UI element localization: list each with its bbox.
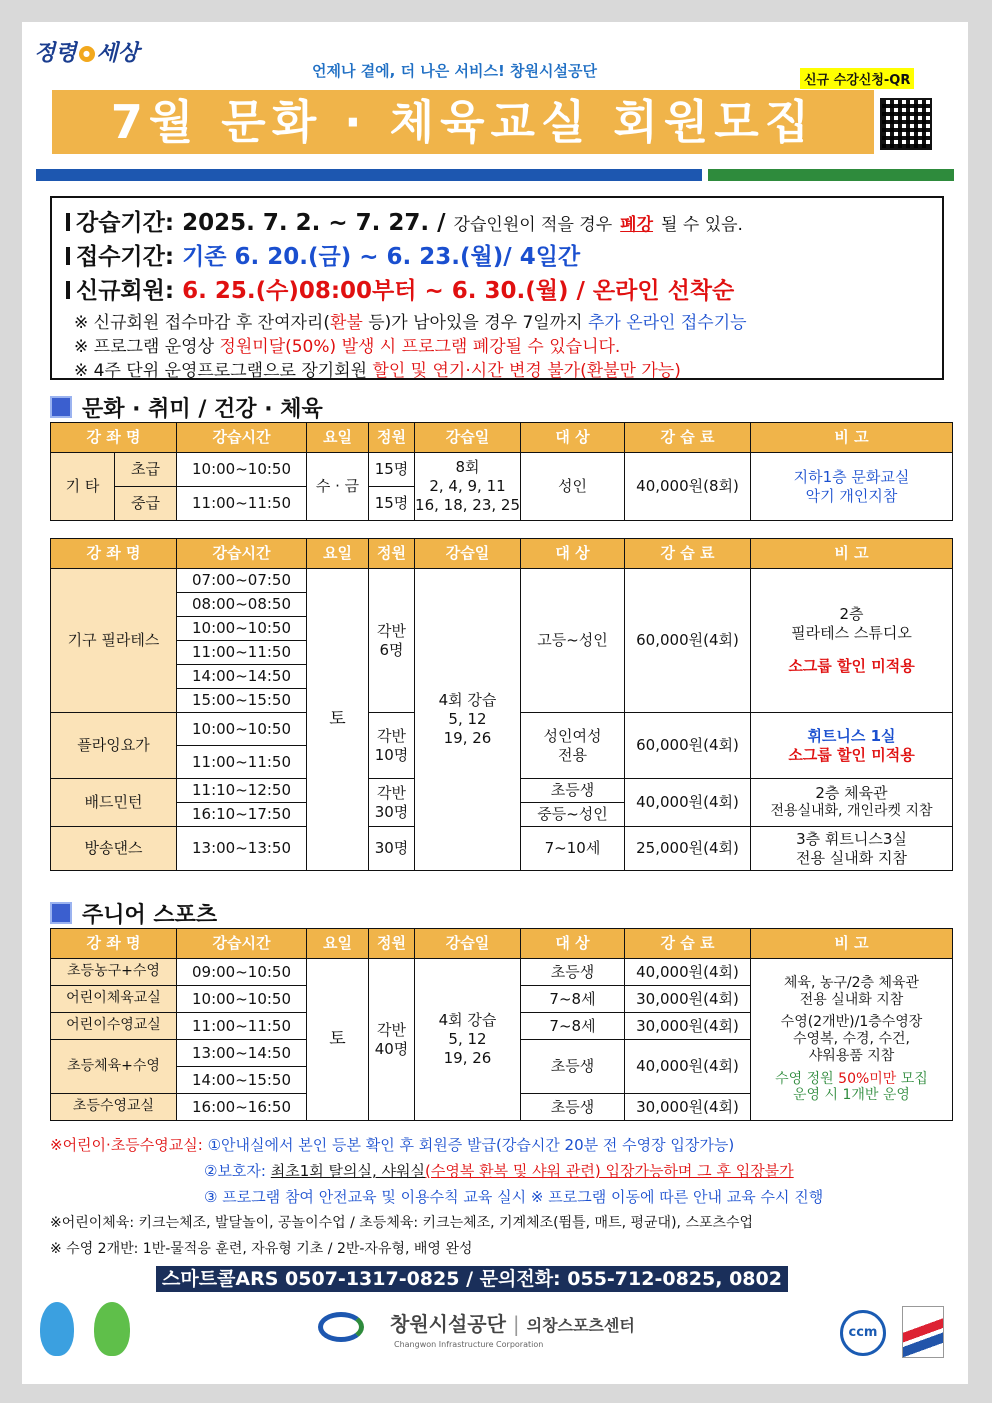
footnote-text: 최초1회 탈의실, 샤워실 [270, 1162, 426, 1180]
dates-line: 5, 12 [448, 710, 487, 729]
class-day: 토 [307, 569, 369, 871]
capacity-line: 각반 [377, 621, 406, 640]
capacity-line: 각반 [377, 1020, 406, 1039]
dates-line: 5, 12 [448, 1030, 487, 1049]
course-name: 방송댄스 [51, 827, 177, 871]
note-1 [74, 308, 747, 333]
remark-line: 휘트니스 1실 [807, 726, 896, 745]
note-text: ※ 프로그램 운영상 [74, 337, 215, 357]
target: 초등생 [521, 1094, 625, 1121]
org-branch: 의창스포츠센터 [526, 1316, 635, 1335]
note-text: ※ 신규회원 접수마감 후 잔여자리( [74, 313, 330, 333]
table-fitness [50, 538, 953, 871]
col-header: 대 상 [521, 539, 625, 569]
course-level: 초급 [115, 453, 177, 487]
col-header: 강습일 [415, 539, 521, 569]
qr-code-icon[interactable] [880, 98, 932, 150]
footnote-text: ②보호자: [204, 1162, 266, 1180]
class-day: 수 · 금 [307, 453, 369, 521]
footnote-text: ①안내실에서 본인 등본 확인 후 회원증 발급(강습시간 20분 전 수영장 입장가능) [207, 1136, 735, 1154]
class-dates [415, 453, 521, 521]
section-square-icon [50, 902, 72, 924]
target: 성인 [521, 453, 625, 521]
col-header: 강습일 [415, 423, 521, 453]
target: 초등생 [521, 779, 625, 803]
capacity [369, 569, 415, 713]
course-name: 초등농구+수영 [51, 959, 177, 986]
class-time: 10:00~10:50 [177, 986, 307, 1013]
info-box [50, 196, 944, 380]
course-category: 기 타 [51, 453, 115, 521]
class-time: 07:00~07:50 [177, 569, 307, 593]
qr-label: 신규 수강신청-QR [800, 68, 914, 89]
class-time: 14:00~14:50 [177, 665, 307, 689]
col-header: 대 상 [521, 423, 625, 453]
remark [751, 959, 953, 1121]
fee: 25,000원(4회) [625, 827, 751, 871]
course-level: 중급 [115, 487, 177, 521]
fee: 60,000원(4회) [625, 569, 751, 713]
class-time: 09:00~10:50 [177, 959, 307, 986]
target: 7~8세 [521, 1013, 625, 1040]
class-time: 11:00~11:50 [177, 1013, 307, 1040]
table-row [51, 453, 953, 487]
remark-line: 2층 체육관 [815, 784, 888, 803]
divider-blue [36, 169, 702, 181]
logo-text: 정령 [34, 41, 77, 66]
table-row [51, 569, 953, 593]
table-header-row [51, 539, 953, 569]
period-note: 강습인원이 적을 경우 [453, 215, 613, 235]
fee: 40,000원(4회) [625, 1040, 751, 1094]
note-3 [74, 356, 681, 381]
new-member-line [66, 272, 734, 305]
remark [751, 779, 953, 827]
col-header: 요일 [307, 423, 369, 453]
section-title-junior [50, 898, 217, 929]
capacity-line: 40명 [374, 1039, 409, 1058]
remark-line: 2층 [839, 605, 864, 624]
remark-line: 소그룹 할인 미적용 [788, 656, 915, 675]
target: 고등~성인 [521, 569, 625, 713]
remark-line: 수영(2개반)/1층수영장 [780, 1014, 923, 1031]
class-time: 16:00~16:50 [177, 1094, 307, 1121]
remark-text: 모집 [900, 1070, 928, 1087]
class-time: 11:00~11:50 [177, 746, 307, 779]
remark-line: 전용실내화, 개인라켓 지참 [770, 803, 933, 820]
note-text: 정원미달(50%) 발생 시 프로그램 폐강될 수 있습니다. [219, 337, 621, 357]
col-header: 강습시간 [177, 423, 307, 453]
remark-line: 소그룹 할인 미적용 [788, 745, 915, 764]
target: 7~8세 [521, 986, 625, 1013]
remark-line: 수영복, 수경, 수건, [793, 1031, 910, 1048]
class-time: 10:00~10:50 [177, 617, 307, 641]
reception-line [66, 238, 580, 271]
remark [751, 569, 953, 713]
target: 중등~성인 [521, 803, 625, 827]
course-name: 기구 필라테스 [51, 569, 177, 713]
capacity [369, 959, 415, 1121]
bullet-bar-icon [66, 247, 70, 265]
class-time: 11:00~11:50 [177, 487, 307, 521]
dates-line: 8회 [455, 458, 480, 477]
class-time: 11:00~11:50 [177, 641, 307, 665]
period-line [66, 204, 743, 237]
bullet-bar-icon [66, 281, 70, 299]
mascot-blue-icon [40, 1302, 74, 1356]
note-text: 할인 및 연기·시간 변경 불가(환불만 가능) [372, 361, 681, 381]
target-line: 전용 [558, 745, 587, 764]
note-text: ※ 4주 단위 운영프로그램으로 장기회원 [74, 361, 368, 381]
remark-line: 3층 휘트니스3실 [796, 829, 907, 848]
divider-green [708, 169, 954, 181]
poster [22, 22, 968, 1384]
remark-line: 전용 실내화 지참 [796, 848, 907, 867]
note-text: 추가 온라인 접수기능 [587, 313, 747, 333]
col-header: 비 고 [751, 929, 953, 959]
col-header: 정원 [369, 929, 415, 959]
class-time: 10:00~10:50 [177, 713, 307, 746]
dates-line: 4회 강습 [438, 1011, 497, 1030]
table-junior [50, 928, 953, 1121]
capacity [369, 713, 415, 779]
capacity-line: 30명 [374, 802, 409, 821]
remark-line: 샤워용품 지참 [808, 1047, 895, 1064]
table-header-row [51, 929, 953, 959]
table-header-row [51, 423, 953, 453]
class-time: 11:10~12:50 [177, 779, 307, 803]
section-square-icon [50, 396, 72, 418]
section-label: 주니어 스포츠 [82, 903, 218, 928]
note-text: 등)가 남아있을 경우 7일까지 [368, 313, 583, 333]
footnote-3: ③ 프로그램 참여 안전교육 및 이용수칙 교육 실시 ※ 프로그램 이동에 따른 안내 교육 수시 진행 [204, 1188, 824, 1206]
col-header: 요일 [307, 929, 369, 959]
table-row [51, 959, 953, 986]
col-header: 강 좌 명 [51, 423, 177, 453]
bullet-bar-icon [66, 213, 70, 231]
fee: 40,000원(4회) [625, 779, 751, 827]
remark [751, 453, 953, 521]
remark-text: 수영 정원 [775, 1070, 834, 1087]
org-title: 창원시설공단 [390, 1312, 506, 1336]
section-label: 문화 · 취미 / 건강 · 체육 [82, 397, 323, 422]
contact-phone[interactable]: 스마트콜ARS 0507-1317-0825 / 문의전화: 055-712-0825, 0802 [156, 1266, 788, 1292]
target [521, 713, 625, 779]
dates-line: 16, 18, 23, 25 [415, 495, 520, 514]
footnote-text: 초등수영교실: [110, 1136, 203, 1154]
class-time: 13:00~14:50 [177, 1040, 307, 1067]
period-note-cancel: 폐강 [620, 215, 654, 235]
footnote-text: (수영복 환복 및 샤워 관련) 입장가능하며 그 후 입장불가 [425, 1162, 794, 1180]
remark-line: 전용 실내화 지참 [799, 991, 904, 1008]
col-header: 정원 [369, 539, 415, 569]
target: 초등생 [521, 1040, 625, 1094]
class-time: 08:00~08:50 [177, 593, 307, 617]
col-header: 강 습 료 [625, 423, 751, 453]
remark-line: 운영 시 1개반 운영 [793, 1087, 910, 1104]
note-text: 환불 [329, 313, 363, 333]
remark-line: 필라테스 스튜디오 [791, 624, 912, 643]
footnote-4: ※어린이체육: 키크는체조, 발달놀이, 공놀이수업 / 초등체육: 키크는체조, 기계체조(뜀틀, 매트, 평균대), 스포츠수업 [50, 1215, 754, 1231]
footnote-2 [204, 1160, 794, 1181]
fee: 30,000원(4회) [625, 1013, 751, 1040]
col-header: 강 습 료 [625, 929, 751, 959]
footnote-5: ※ 수영 2개반: 1반-물적응 훈련, 자유형 기초 / 2반-자유형, 배영 완성 [50, 1241, 473, 1257]
col-header: 정원 [369, 423, 415, 453]
dates-line: 2, 4, 9, 11 [429, 477, 506, 496]
fee: 40,000원(4회) [625, 959, 751, 986]
dates-line: 4회 강습 [438, 691, 497, 710]
col-header: 비 고 [751, 423, 953, 453]
col-header: 요일 [307, 539, 369, 569]
col-header: 비 고 [751, 539, 953, 569]
class-time: 15:00~15:50 [177, 689, 307, 713]
course-name: 플라잉요가 [51, 713, 177, 779]
class-time: 10:00~10:50 [177, 453, 307, 487]
target: 7~10세 [521, 827, 625, 871]
mascot-green-icon [94, 1302, 130, 1356]
org-english: Changwon Infrastructure Corporation [394, 1340, 544, 1349]
col-header: 강 좌 명 [51, 539, 177, 569]
ccm-logo-icon: ccm [840, 1310, 886, 1356]
capacity: 15명 [369, 453, 415, 487]
course-name: 어린이수영교실 [51, 1013, 177, 1040]
new-member-value: 6. 25.(수)08:00부터 ~ 6. 30.(월) / 온라인 선착순 [182, 278, 735, 304]
remark [751, 713, 953, 779]
remark-line [751, 1071, 952, 1088]
capacity-line: 각반 [377, 726, 406, 745]
slogan: 언제나 곁에, 더 나은 서비스! 창원시설공단 [312, 62, 597, 80]
capacity-line: 각반 [377, 783, 406, 802]
class-dates [415, 569, 521, 871]
course-name: 초등체육+수영 [51, 1040, 177, 1094]
remark-line: 체육, 농구/2층 체육관 [783, 974, 920, 991]
dates-line: 19, 26 [443, 728, 492, 747]
target-line: 성인여성 [543, 726, 602, 745]
new-member-label: 신규회원: [76, 278, 175, 304]
col-header: 강 습 료 [625, 539, 751, 569]
course-name: 어린이체육교실 [51, 986, 177, 1013]
course-name: 초등수영교실 [51, 1094, 177, 1121]
capacity-line: 10명 [374, 745, 409, 764]
col-header: 강습일 [415, 929, 521, 959]
section-title-culture [50, 392, 323, 423]
capacity [369, 779, 415, 827]
table-etc [50, 422, 953, 521]
org-name [390, 1308, 635, 1337]
class-time: 14:00~15:50 [177, 1067, 307, 1094]
fee: 30,000원(4회) [625, 1094, 751, 1121]
capacity-line: 6명 [379, 640, 404, 659]
fee: 30,000원(4회) [625, 986, 751, 1013]
footnote-1 [50, 1134, 734, 1155]
remark [751, 827, 953, 871]
class-day: 토 [307, 959, 369, 1121]
fee: 40,000원(8회) [625, 453, 751, 521]
class-time: 16:10~17:50 [177, 803, 307, 827]
remark-line: 지하1층 문화교실 [793, 467, 910, 486]
capacity: 15명 [369, 487, 415, 521]
period-value: 2025. 7. 2. ~ 7. 27. / [182, 210, 446, 236]
period-note: 될 수 있음. [661, 215, 743, 235]
col-header: 강습시간 [177, 539, 307, 569]
logo-mark-icon: ● [79, 46, 95, 62]
logo-text: 세상 [96, 41, 140, 66]
col-header: 강 좌 명 [51, 929, 177, 959]
class-time: 13:00~13:50 [177, 827, 307, 871]
course-name: 배드민턴 [51, 779, 177, 827]
remark-text: 50%미만 [838, 1070, 897, 1087]
footnote-text: ※어린이· [50, 1136, 111, 1154]
note-2 [74, 332, 620, 357]
org-divider: | [512, 1312, 520, 1336]
page-title: 7월 문화 · 체육교실 회원모집 [52, 90, 874, 154]
remark-line: 악기 개인지참 [805, 486, 898, 505]
city-logo [34, 36, 139, 67]
col-header: 대 상 [521, 929, 625, 959]
capacity: 30명 [369, 827, 415, 871]
dates-line: 19, 26 [443, 1048, 492, 1067]
reception-value: 기존 6. 20.(금) ~ 6. 23.(월)/ 4일간 [182, 244, 581, 270]
certification-badge-icon [902, 1306, 944, 1358]
corporation-logo-icon [318, 1312, 364, 1342]
reception-label: 접수기간: [76, 244, 175, 270]
target: 초등생 [521, 959, 625, 986]
col-header: 강습시간 [177, 929, 307, 959]
period-label: 강습기간: [76, 210, 175, 236]
class-dates [415, 959, 521, 1121]
fee: 60,000원(4회) [625, 713, 751, 779]
